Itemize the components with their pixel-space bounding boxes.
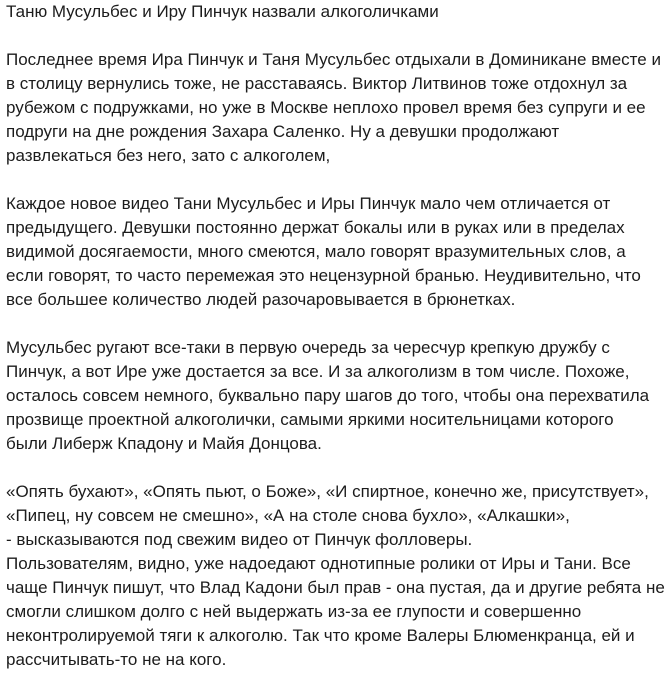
paragraph-line: Последнее время Ира Пинчук и Таня Мусульбес отдыхали в Доминикане вместе и bbox=[6, 50, 661, 69]
paragraph-line: были Либерж Кпадону и Майя Донцова. bbox=[6, 434, 322, 453]
paragraph-line: предыдущего. Девушки постоянно держат бокалы или в руках или в пределах bbox=[6, 218, 625, 237]
paragraph-line: - высказываются под свежим видео от Пинчук фолловеры. bbox=[6, 530, 473, 549]
paragraph-3 bbox=[6, 336, 668, 456]
paragraph-gap bbox=[6, 312, 668, 336]
paragraph-gap bbox=[6, 24, 668, 48]
paragraph-line: в столицу вернулись тоже, не расставаясь. Виктор Литвинов тоже отдохнул за bbox=[6, 74, 628, 93]
paragraph-line: чаще Пинчук пишут, что Влад Кадони был прав - она пустая, да и другие ребята не bbox=[6, 578, 665, 597]
paragraph-line: рассчитывать-то не на кого. bbox=[6, 650, 227, 669]
paragraph-line: прозвище проектной алкоголички, самыми яркими носительницами которого bbox=[6, 410, 614, 429]
paragraph-line: Пользователям, видно, уже надоедают однотипные ролики от Иры и Тани. Все bbox=[6, 554, 631, 573]
paragraph-2 bbox=[6, 192, 668, 312]
paragraph-gap bbox=[6, 168, 668, 192]
paragraph-line: Мусульбес ругают все-таки в первую очередь за чересчур крепкую дружбу с bbox=[6, 338, 610, 357]
paragraph-line: видимой досягаемости, много смеются, мало говорят вразумительных слов, а bbox=[6, 242, 626, 261]
paragraph-1 bbox=[6, 48, 668, 168]
paragraph-line: Каждое новое видео Тани Мусульбес и Иры Пинчук мало чем отличается от bbox=[6, 194, 611, 213]
paragraph-line: рубежом с подружками, но уже в Москве неплохо провел время без супруги и ее bbox=[6, 98, 646, 117]
paragraph-line: смогли слишком долго с ней выдержать из-за ее глупости и совершенно bbox=[6, 602, 582, 621]
paragraph-line: «Опять бухают», «Опять пьют, о Боже», «И спиртное, конечно же, присутствует», bbox=[6, 482, 649, 501]
paragraph-line: если говорят, то часто перемежая это нецензурной бранью. Неудивительно, что bbox=[6, 266, 641, 285]
paragraph-line: неконтролируемой тяги к алкоголю. Так что кроме Валеры Блюменкранца, ей и bbox=[6, 626, 635, 645]
article-title: Таню Мусульбес и Иру Пинчук назвали алкоголичками bbox=[6, 2, 439, 21]
paragraph-gap bbox=[6, 456, 668, 480]
paragraph-line: подруги на дне рождения Захара Саленко. Ну а девушки продолжают bbox=[6, 122, 560, 141]
paragraph-4 bbox=[6, 480, 668, 672]
paragraph-line: развлекаться без него, зато с алкоголем, bbox=[6, 146, 331, 165]
paragraph-line: «Пипец, ну совсем не смешно», «А на столе снова бухло», «Алкашки», bbox=[6, 506, 570, 525]
paragraph-line: все большее количество людей разочаровывается в брюнетках. bbox=[6, 290, 516, 309]
paragraph-line: Пинчук, а вот Ире уже достается за все. И за алкоголизм в том числе. Похоже, bbox=[6, 362, 630, 381]
article bbox=[6, 0, 668, 672]
paragraph-line: осталось совсем немного, буквально пару шагов до того, чтобы она перехватила bbox=[6, 386, 650, 405]
